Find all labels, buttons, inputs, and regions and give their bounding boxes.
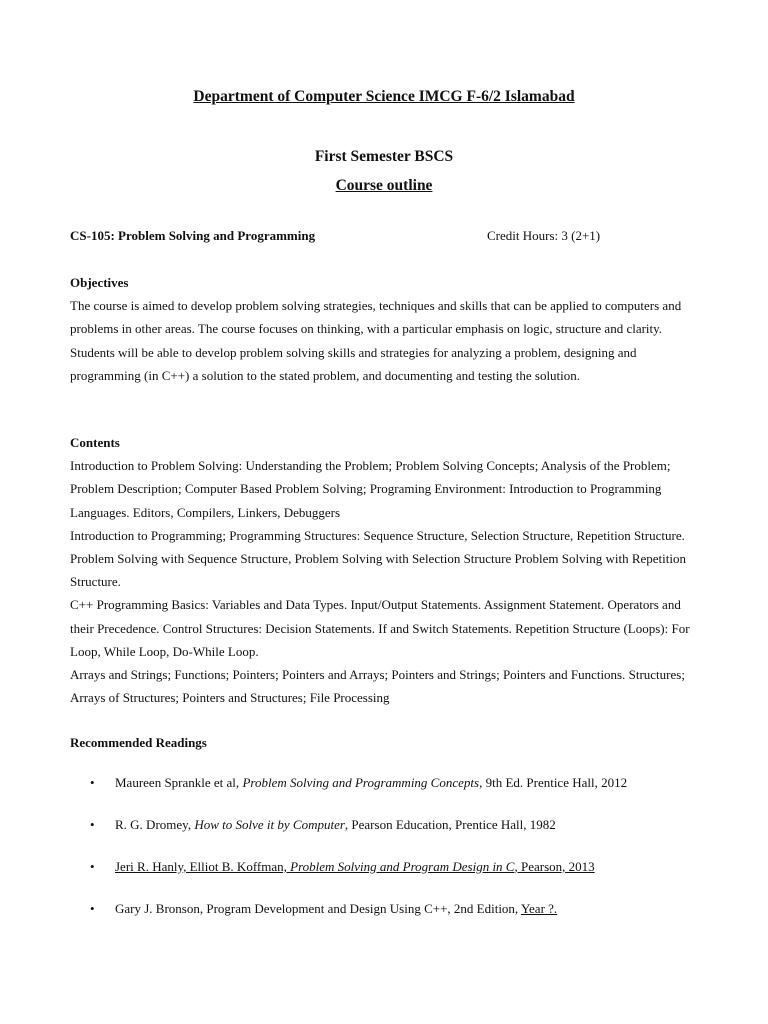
reading-item: [70, 814, 710, 836]
reading-text: [115, 856, 595, 878]
contents-heading: Contents: [70, 435, 120, 450]
reading-details: , Pearson Education, Prentice Hall, 1982: [344, 817, 556, 832]
contents-paragraph: C++ Programming Basics: Variables and Data Types. Input/Output Statements. Assignment Statement. Operators and their Precedence. Control Structures: Decision Statements. If and Switch Statements. Repetition Structure (Loops): For Loop, While Loop, Do-While Loop.: [70, 597, 690, 659]
objectives-heading: Objectives: [70, 275, 129, 290]
contents-paragraph: Introduction to Programming; Programming Structures: Sequence Structure, Selection Structure, Repetition Structure. Problem Solving with Sequence Structure, Problem Solving with Selection Structure Problem Solving with Repetition Structure.: [70, 527, 687, 590]
reading-title: Problem Solving and Program Design in C: [290, 859, 515, 874]
semester-title: First Semester BSCS: [314, 148, 454, 165]
reading-title: Problem Solving and Programming Concepts: [242, 775, 480, 790]
course-code-title: CS-105: Problem Solving and Programming: [70, 228, 316, 243]
reading-author: R. G. Dromey,: [115, 817, 195, 832]
bullet-icon: •: [90, 859, 95, 874]
objectives-text: The course is aimed to develop problem solving strategies, techniques and skills that can be applied to computers and problems in other areas. The course focuses on thinking, with a particular emphasis on logic, structure and clarity. Students will be able to develop problem solving skills and strategies for analyzing a problem, designing and programming (in C++) a solution to the stated problem, and documenting and testing the solution.: [70, 298, 682, 383]
reading-year: Year ?.: [520, 901, 558, 916]
reading-text: [115, 814, 556, 836]
reading-details: , 9th Ed. Prentice Hall, 2012: [479, 775, 628, 790]
bullet-icon: •: [90, 901, 95, 916]
reading-text: [115, 898, 557, 920]
reading-title: How to Solve it by Computer: [194, 817, 345, 832]
reading-author: Gary J. Bronson, Program Development and Design Using C++, 2nd Edition,: [115, 901, 521, 916]
bullet-icon: •: [90, 817, 95, 832]
course-info-row: [70, 226, 690, 246]
reading-details: , Pearson, 2013: [514, 859, 595, 874]
contents-section: [70, 431, 702, 709]
reading-text: [115, 772, 627, 794]
contents-paragraph: Arrays and Strings; Functions; Pointers; Pointers and Arrays; Pointers and Strings; Pointers and Functions. Structures; Arrays of Structures; Pointers and Structures; File Processing: [70, 667, 685, 706]
credit-hours: Credit Hours: 3 (2+1): [487, 228, 601, 243]
reading-author: Maureen Sprankle et al,: [115, 775, 243, 790]
department-title: Department of Computer Science IMCG F-6/2 Islamabad: [193, 88, 575, 105]
reading-item: [70, 772, 710, 794]
reading-author: Jeri R. Hanly, Elliot B. Koffman,: [115, 859, 291, 874]
bullet-icon: •: [90, 775, 95, 790]
objectives-section: [70, 271, 702, 387]
reading-item: [70, 856, 710, 878]
course-outline-title: Course outline: [335, 177, 433, 194]
readings-heading: Recommended Readings: [70, 735, 207, 750]
contents-paragraph: Introduction to Problem Solving: Understanding the Problem; Problem Solving Concepts; Analysis of the Problem; Problem Description; Computer Based Problem Solving; Programing Environment: Introduction to Programming Languages. Editors, Compilers, Linkers, Debuggers: [70, 458, 671, 520]
reading-item: [70, 898, 710, 920]
